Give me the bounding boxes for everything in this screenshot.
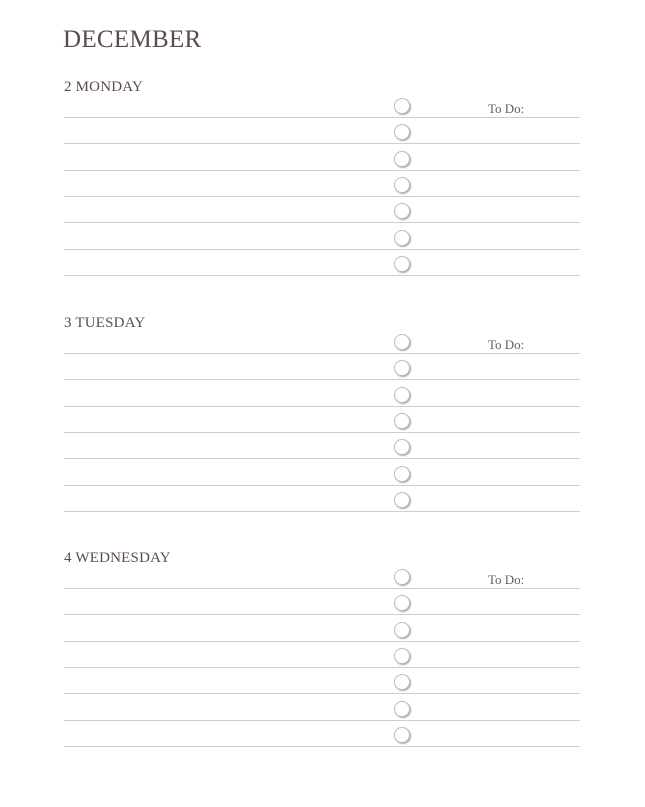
writing-line[interactable]: [64, 379, 580, 380]
checkbox-circle[interactable]: [394, 124, 410, 140]
writing-line[interactable]: [64, 458, 580, 459]
writing-line[interactable]: [64, 117, 580, 118]
checkbox-circle[interactable]: [394, 413, 410, 429]
todo-label: To Do:: [488, 337, 525, 352]
writing-line[interactable]: [64, 170, 580, 171]
checkbox-circle[interactable]: [394, 387, 410, 403]
writing-line[interactable]: [64, 511, 580, 512]
writing-line[interactable]: [64, 746, 580, 747]
writing-line[interactable]: [64, 588, 580, 589]
checkbox-circle[interactable]: [394, 230, 410, 246]
checkbox-circle[interactable]: [394, 674, 410, 690]
month-title: DECEMBER: [63, 26, 202, 53]
checkbox-circle[interactable]: [394, 256, 410, 272]
checkbox-circle[interactable]: [394, 569, 410, 585]
writing-line[interactable]: [64, 196, 580, 197]
todo-label: To Do:: [488, 101, 525, 116]
checkbox-circle[interactable]: [394, 439, 410, 455]
writing-line[interactable]: [64, 485, 580, 486]
writing-line[interactable]: [64, 353, 580, 354]
checkbox-circle[interactable]: [394, 648, 410, 664]
writing-line[interactable]: [64, 275, 580, 276]
writing-line[interactable]: [64, 720, 580, 721]
writing-line[interactable]: [64, 667, 580, 668]
checkbox-circle[interactable]: [394, 334, 410, 350]
todo-label: To Do:: [488, 572, 525, 587]
checkbox-circle[interactable]: [394, 595, 410, 611]
checkbox-circle[interactable]: [394, 203, 410, 219]
day-label: 2 MONDAY: [64, 79, 143, 95]
checkbox-circle[interactable]: [394, 727, 410, 743]
writing-line[interactable]: [64, 222, 580, 223]
writing-line[interactable]: [64, 432, 580, 433]
checkbox-circle[interactable]: [394, 466, 410, 482]
checkbox-circle[interactable]: [394, 177, 410, 193]
checkbox-circle[interactable]: [394, 701, 410, 717]
checkbox-circle[interactable]: [394, 98, 410, 114]
day-label: 4 WEDNESDAY: [64, 550, 171, 566]
writing-line[interactable]: [64, 693, 580, 694]
checkbox-circle[interactable]: [394, 360, 410, 376]
checkbox-circle[interactable]: [394, 492, 410, 508]
writing-line[interactable]: [64, 614, 580, 615]
writing-line[interactable]: [64, 406, 580, 407]
writing-line[interactable]: [64, 249, 580, 250]
checkbox-circle[interactable]: [394, 151, 410, 167]
day-label: 3 TUESDAY: [64, 315, 146, 331]
writing-line[interactable]: [64, 143, 580, 144]
writing-line[interactable]: [64, 641, 580, 642]
checkbox-circle[interactable]: [394, 622, 410, 638]
